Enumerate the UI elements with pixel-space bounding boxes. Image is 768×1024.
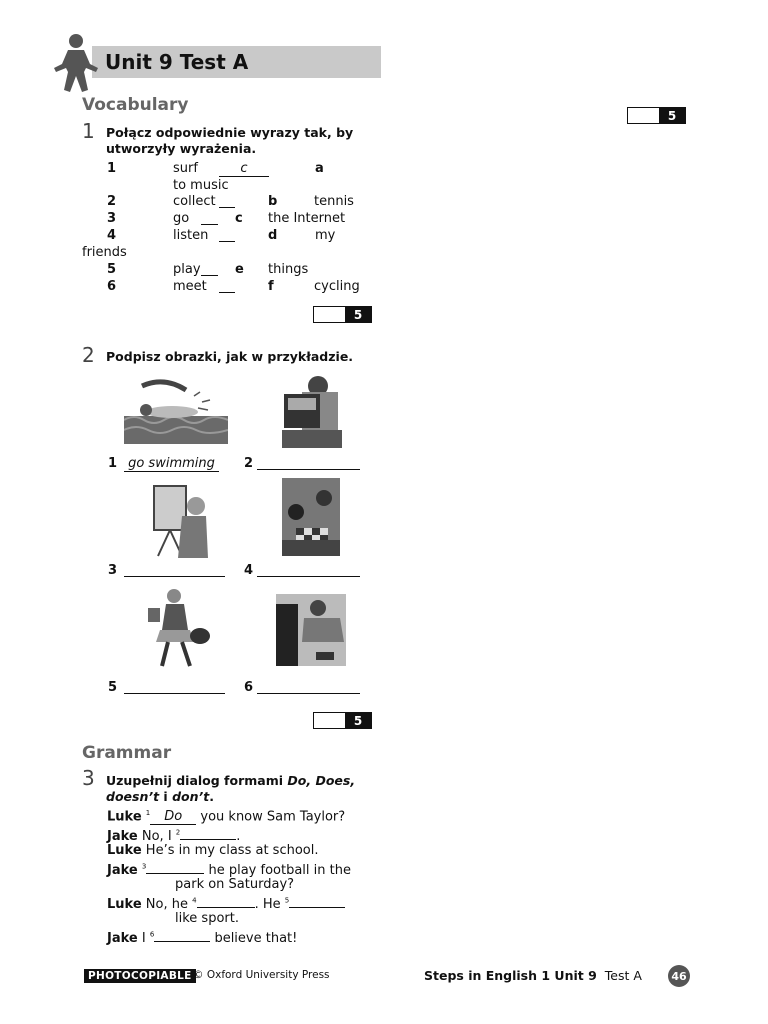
- item-phrase: the Internet: [268, 211, 346, 226]
- item-6-blank[interactable]: [219, 279, 235, 293]
- answer-5-blank[interactable]: [124, 680, 225, 694]
- answer-4-blank[interactable]: [257, 563, 360, 577]
- item-phrase: things: [268, 262, 309, 277]
- picture-label: 3: [108, 563, 118, 578]
- item-phrase: my: [315, 228, 336, 243]
- dialog-blank-3[interactable]: [146, 860, 204, 874]
- item-2-blank[interactable]: [219, 194, 235, 208]
- item-number: 5: [107, 262, 117, 277]
- item-4-blank[interactable]: [219, 228, 235, 242]
- swimming-picture: [124, 376, 228, 444]
- item-3-blank[interactable]: [201, 211, 218, 225]
- question-2-instruction: Podpisz obrazki, jak w przykładzie.: [106, 349, 354, 364]
- item-word: play: [173, 262, 201, 277]
- dialog-blank-5[interactable]: [289, 894, 345, 908]
- dialog-line: Jake $^3$ he play football in the: [107, 860, 351, 878]
- reading-picture: [282, 372, 342, 448]
- painting-picture: [148, 482, 210, 558]
- answer-3-blank[interactable]: [124, 563, 225, 577]
- item-letter: d: [268, 228, 278, 243]
- item-number: 4: [107, 228, 117, 243]
- question-2-number: 2: [82, 343, 95, 367]
- dialog-continuation: like sport.: [175, 911, 239, 926]
- item-phrase: cycling: [314, 279, 360, 294]
- item-word: surf: [173, 161, 198, 176]
- vocabulary-total-score: 5: [627, 107, 686, 124]
- item-letter: b: [268, 194, 278, 209]
- item-phrase: to music: [173, 178, 229, 193]
- item-word: listen: [173, 228, 209, 243]
- dialog-line: Luke $^1$ Do you know Sam Taylor?: [107, 809, 346, 825]
- shopping-picture: [144, 588, 212, 670]
- item-letter: f: [268, 279, 274, 294]
- dialog-line: Luke He’s in my class at school.: [107, 843, 319, 858]
- item-phrase: friends: [82, 245, 127, 260]
- example-answer: go swimming: [124, 456, 219, 472]
- publisher-credit: © Oxford University Press: [193, 969, 330, 981]
- picture-label: 6: [244, 680, 254, 695]
- item-phrase: tennis: [314, 194, 354, 209]
- item-number: 6: [107, 279, 117, 294]
- item-number: 1: [107, 161, 117, 176]
- photocopiable-badge: PHOTOCOPIABLE: [84, 969, 196, 983]
- answer-6-blank[interactable]: [257, 680, 360, 694]
- chess-picture: [282, 478, 340, 556]
- grammar-heading: Grammar: [82, 743, 172, 763]
- item-number: 3: [107, 211, 117, 226]
- page-number: 46: [668, 965, 690, 987]
- item-number: 2: [107, 194, 117, 209]
- item-1-answer[interactable]: c: [219, 161, 269, 177]
- question-3-number: 3: [82, 766, 95, 790]
- item-word: meet: [173, 279, 207, 294]
- dialog-line: Jake I $^6$ believe that!: [107, 928, 297, 946]
- dialog-line: Luke No, he $^4$ . He $^5$: [107, 894, 345, 912]
- dialog-line: Jake No, I $^2$ .: [107, 826, 240, 844]
- dialog-answer-1[interactable]: Do: [150, 809, 196, 825]
- dialog-blank-2[interactable]: [180, 826, 236, 840]
- answer-2-blank[interactable]: [257, 456, 360, 470]
- picture-label: 1: [108, 456, 118, 471]
- picture-label: 2: [244, 456, 254, 471]
- page-title: Unit 9 Test A: [105, 50, 249, 74]
- vocabulary-heading: Vocabulary: [82, 95, 189, 115]
- course-info: Steps in English 1 Unit 9 Test A: [424, 968, 642, 983]
- dialog-blank-4[interactable]: [197, 894, 255, 908]
- watching-tv-picture: [276, 594, 346, 666]
- item-5-blank[interactable]: [201, 262, 218, 276]
- item-word: collect: [173, 194, 216, 209]
- dialog-continuation: park on Saturday?: [175, 877, 295, 892]
- question-1-score: 5: [313, 306, 372, 323]
- person-icon: [50, 32, 102, 94]
- item-letter: a: [315, 161, 324, 176]
- question-1-number: 1: [82, 119, 95, 143]
- item-letter: e: [235, 262, 244, 277]
- dialog-blank-6[interactable]: [154, 928, 210, 942]
- picture-label: 5: [108, 680, 118, 695]
- item-letter: c: [235, 211, 243, 226]
- question-3-instruction: Uzupełnij dialog formami Do, Does, doesn’t i don’t.: [106, 773, 356, 804]
- item-word: go: [173, 211, 190, 226]
- question-1-instruction: Połącz odpowiednie wyrazy tak, by utworzyły wyrażenia.: [106, 125, 354, 156]
- question-2-score: 5: [313, 712, 372, 729]
- picture-label: 4: [244, 563, 254, 578]
